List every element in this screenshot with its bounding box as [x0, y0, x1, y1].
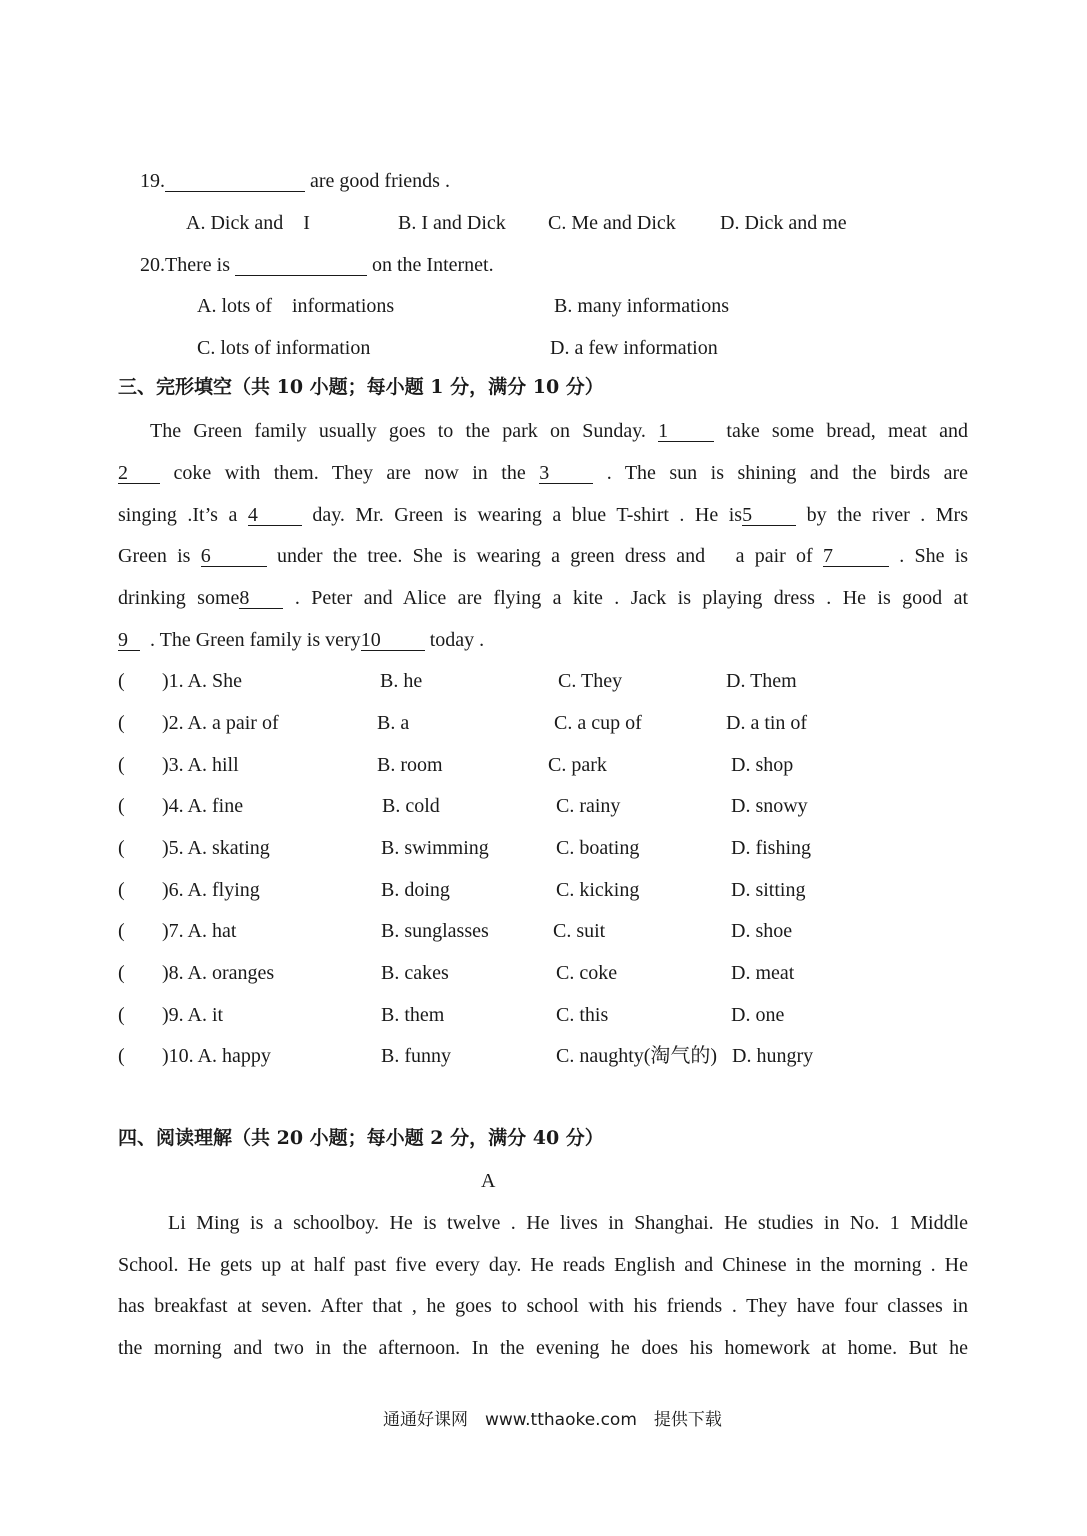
- passage-line: the morning and two in the afternoon. In the evening he does his homework at home. But he: [118, 1337, 968, 1359]
- passage-line: [118, 463, 968, 484]
- cloze-blank[interactable]: 9: [118, 630, 140, 651]
- passage-line: [118, 421, 968, 442]
- cloze-blank[interactable]: 10: [361, 630, 425, 651]
- passage-line: [118, 588, 968, 609]
- option-a: )10. A. happy: [162, 1045, 271, 1067]
- passage-text: . The Green family is very: [150, 629, 361, 651]
- question-row[interactable]: [118, 963, 125, 983]
- option-c: C. boating: [556, 837, 640, 859]
- passage-line: School. He gets up at half past five every day. He reads English and Chinese in the morning . He: [118, 1254, 968, 1276]
- option-c: C. kicking: [556, 879, 640, 901]
- option-a: )8. A. oranges: [162, 962, 275, 984]
- question-row[interactable]: [118, 796, 125, 816]
- question-stem: are good friends .: [305, 170, 450, 192]
- option-a: )7. A. hat: [162, 920, 237, 942]
- cloze-blank[interactable]: 5: [742, 505, 796, 526]
- passage-text: . The sun is shining and the birds are: [606, 462, 969, 484]
- passage-text: . She is: [899, 545, 969, 567]
- passage-line: Li Ming is a schoolboy. He is twelve . He lives in Shanghai. He studies in No. 1 Middle: [168, 1212, 968, 1234]
- option-a: A. Dick and I: [186, 212, 310, 234]
- option-d: D. a tin of: [726, 712, 808, 734]
- question-20: [140, 255, 494, 276]
- option-b: B. cakes: [381, 962, 449, 984]
- option-d: D. sitting: [731, 879, 806, 901]
- passage-text: The Green family usually goes to the park on Sunday.: [150, 420, 646, 442]
- option-d: D. shop: [731, 754, 794, 776]
- option-d: D. Dick and me: [720, 212, 847, 234]
- option-a: A. lots of informations: [197, 295, 395, 317]
- option-b: B. a: [377, 712, 410, 734]
- option-c: C. this: [556, 1004, 609, 1026]
- passage-line: [118, 630, 968, 651]
- option-d: D. fishing: [731, 837, 811, 859]
- question-row[interactable]: [118, 713, 125, 733]
- cloze-blank[interactable]: 3: [539, 463, 593, 484]
- answer-paren[interactable]: (: [118, 837, 125, 859]
- answer-paren[interactable]: (: [118, 879, 125, 901]
- option-c: C. Me and Dick: [548, 212, 676, 234]
- option-b: B. swimming: [381, 837, 489, 859]
- answer-paren[interactable]: (: [118, 1045, 125, 1067]
- option-c: C. park: [548, 754, 607, 776]
- question-row[interactable]: [118, 880, 125, 900]
- answer-paren[interactable]: (: [118, 712, 125, 734]
- question-row[interactable]: [118, 755, 125, 775]
- option-a: )6. A. flying: [162, 879, 260, 901]
- passage-text: . Peter and Alice are flying a kite . Jack is playing dress . He is good at: [294, 587, 969, 609]
- option-b: B. room: [377, 754, 443, 776]
- question-stem: on the Internet.: [366, 254, 494, 276]
- passage-line: has breakfast at seven. After that , he goes to school with his friends . They have four classes in: [118, 1295, 968, 1317]
- option-b: B. cold: [382, 795, 440, 817]
- option-a: )2. A. a pair of: [162, 712, 279, 734]
- option-c: C. suit: [553, 920, 606, 942]
- page-footer: 通通好课网 www.tthaoke.com 提供下载: [383, 1410, 722, 1430]
- option-c: C. lots of information: [197, 337, 371, 359]
- passage-text: coke with them. They are now in the: [173, 462, 526, 484]
- answer-blank[interactable]: [165, 171, 305, 192]
- option-d: D. shoe: [731, 920, 793, 942]
- cloze-blank[interactable]: 1: [658, 421, 714, 442]
- cloze-blank[interactable]: 8: [239, 588, 283, 609]
- answer-paren[interactable]: (: [118, 795, 125, 817]
- answer-paren[interactable]: (: [118, 920, 125, 942]
- question-row[interactable]: [118, 1005, 125, 1025]
- passage-text: by the river . Mrs: [806, 504, 968, 526]
- option-c: C. They: [558, 670, 623, 692]
- passage-text: day. Mr. Green is wearing a blue T-shirt . He is: [312, 504, 743, 526]
- option-c: C. a cup of: [554, 712, 642, 734]
- passage-text: drinking some: [118, 587, 240, 609]
- option-b: B. many informations: [554, 295, 729, 317]
- question-number: 19.: [140, 170, 165, 192]
- question-row[interactable]: [118, 838, 125, 858]
- cloze-blank[interactable]: 7: [823, 546, 889, 567]
- option-d: D. one: [731, 1004, 785, 1026]
- option-d: D. snowy: [731, 795, 808, 817]
- answer-paren[interactable]: (: [118, 1004, 125, 1026]
- passage-text: singing .It’s a: [118, 504, 238, 526]
- option-c: C. rainy: [556, 795, 621, 817]
- option-c: C. coke: [556, 962, 618, 984]
- question-stem: 20.There is: [140, 254, 235, 276]
- answer-blank[interactable]: [235, 255, 367, 276]
- option-b: B. I and Dick: [398, 212, 506, 234]
- passage-line: [118, 546, 968, 567]
- section-heading: 四、阅读理解（共 20 小题；每小题 2 分，满分 40 分）: [118, 1127, 604, 1149]
- option-c: C. naughty(淘气的): [556, 1045, 718, 1067]
- question-row[interactable]: [118, 671, 125, 691]
- answer-paren[interactable]: (: [118, 754, 125, 776]
- passage-line: [118, 505, 968, 526]
- question-row[interactable]: [118, 921, 125, 941]
- question-row[interactable]: [118, 1046, 125, 1066]
- option-a: )5. A. skating: [162, 837, 270, 859]
- option-d: D. a few information: [550, 337, 718, 359]
- option-b: B. he: [380, 670, 423, 692]
- answer-paren[interactable]: (: [118, 962, 125, 984]
- question-19: [140, 171, 450, 192]
- option-b: B. doing: [381, 879, 450, 901]
- cloze-blank[interactable]: 4: [248, 505, 302, 526]
- passage-text: Green is: [118, 545, 191, 567]
- cloze-blank[interactable]: 6: [201, 546, 267, 567]
- section-heading: 三、完形填空（共 10 小题；每小题 1 分，满分 10 分）: [118, 376, 604, 398]
- option-d: D. hungry: [732, 1045, 814, 1067]
- option-d: D. Them: [726, 670, 797, 692]
- passage-text: today .: [429, 629, 485, 651]
- option-d: D. meat: [731, 962, 795, 984]
- option-a: )1. A. She: [162, 670, 242, 692]
- passage-text: under the tree. She is wearing a green dress and a pair of: [276, 545, 813, 567]
- option-b: B. sunglasses: [381, 920, 489, 942]
- option-a: )3. A. hill: [162, 754, 239, 776]
- option-a: )4. A. fine: [162, 795, 244, 817]
- option-b: B. funny: [381, 1045, 451, 1067]
- passage-text: take some bread, meat and: [726, 420, 969, 442]
- cloze-blank[interactable]: 2: [118, 463, 160, 484]
- option-b: B. them: [381, 1004, 445, 1026]
- answer-paren[interactable]: (: [118, 670, 125, 692]
- passage-label: A: [481, 1170, 496, 1192]
- option-a: )9. A. it: [162, 1004, 224, 1026]
